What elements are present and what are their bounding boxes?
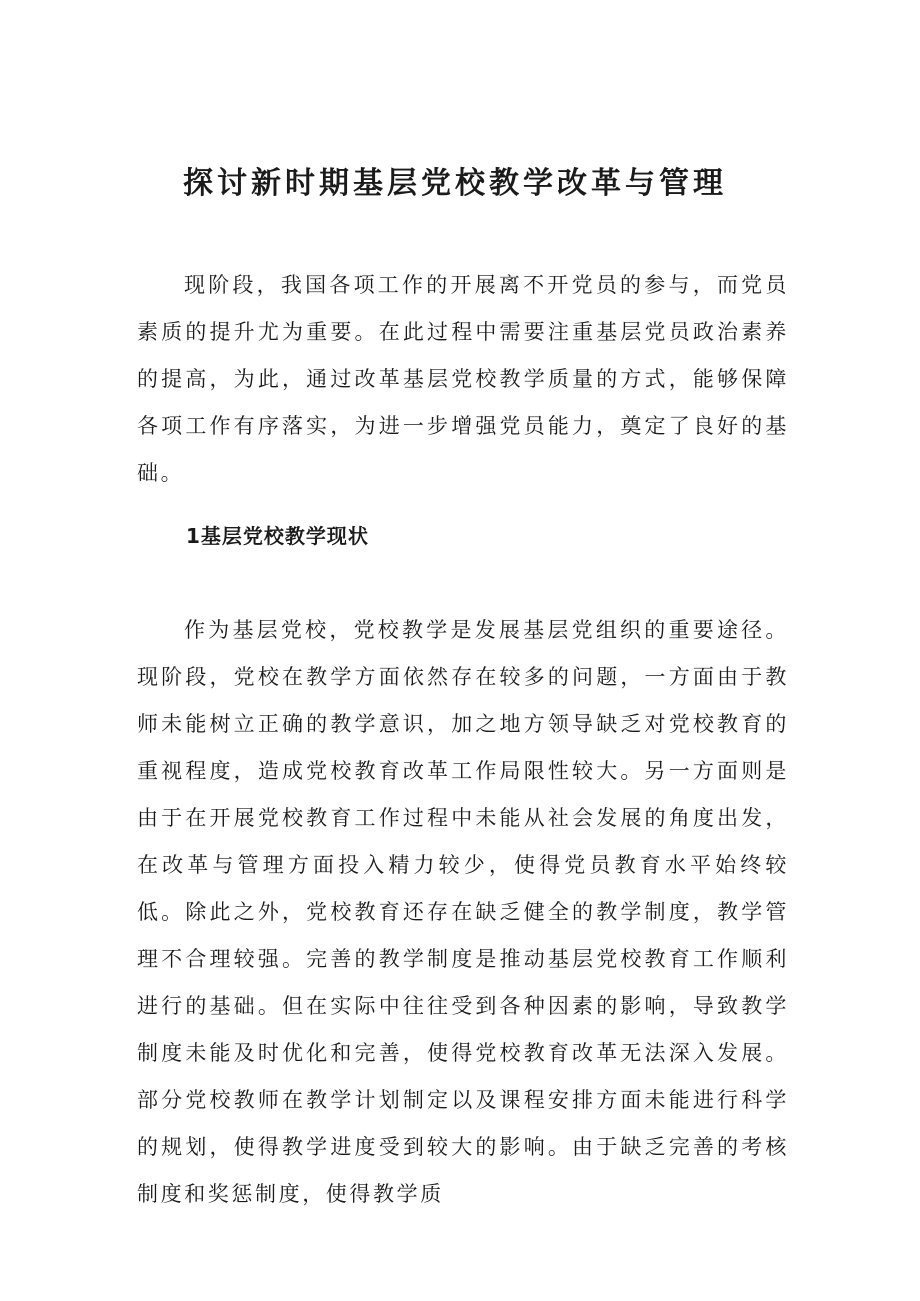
document-title: 探讨新时期基层党校教学改革与管理	[183, 166, 727, 202]
section-heading: 1基层党校教学现状	[186, 524, 369, 548]
section-paragraph: 作为基层党校，党校教学是发展基层党组织的重要途径。现阶段，党校在教学方面依然存在较多的问题，一方面由于教师未能树立正确的教学意识，加之地方领导缺乏对党校教育的重视程度，造成党校教育改革工作局限性较大。另一方面则是由于在开展党校教育工作过程中未能从社会发展的角度出发，在改革与管理方面投入精力较少，使得党员教育水平始终较低。除此之外，党校教育还存在缺乏健全的教学制度，教学管理不合理较强。完善的教学制度是推动基层党校教育工作顺利进行的基础。但在实际中往往受到各种因素的影响，导致教学制度未能及时优化和完善，使得党校教育改革无法深入发展。部分党校教师在教学计划制定以及课程安排方面未能进行科学的规划，使得教学进度受到较大的影响。由于缺乏完善的考核制度和奖惩制度，使得教学质	[137, 618, 789, 1206]
intro-paragraph: 现阶段，我国各项工作的开展离不开党员的参与，而党员素质的提升尤为重要。在此过程中需要注重基层党员政治素养的提高，为此，通过改革基层党校教学质量的方式，能够保障各项工作有序落实，为进一步增强党员能力，奠定了良好的基础。	[137, 273, 789, 485]
